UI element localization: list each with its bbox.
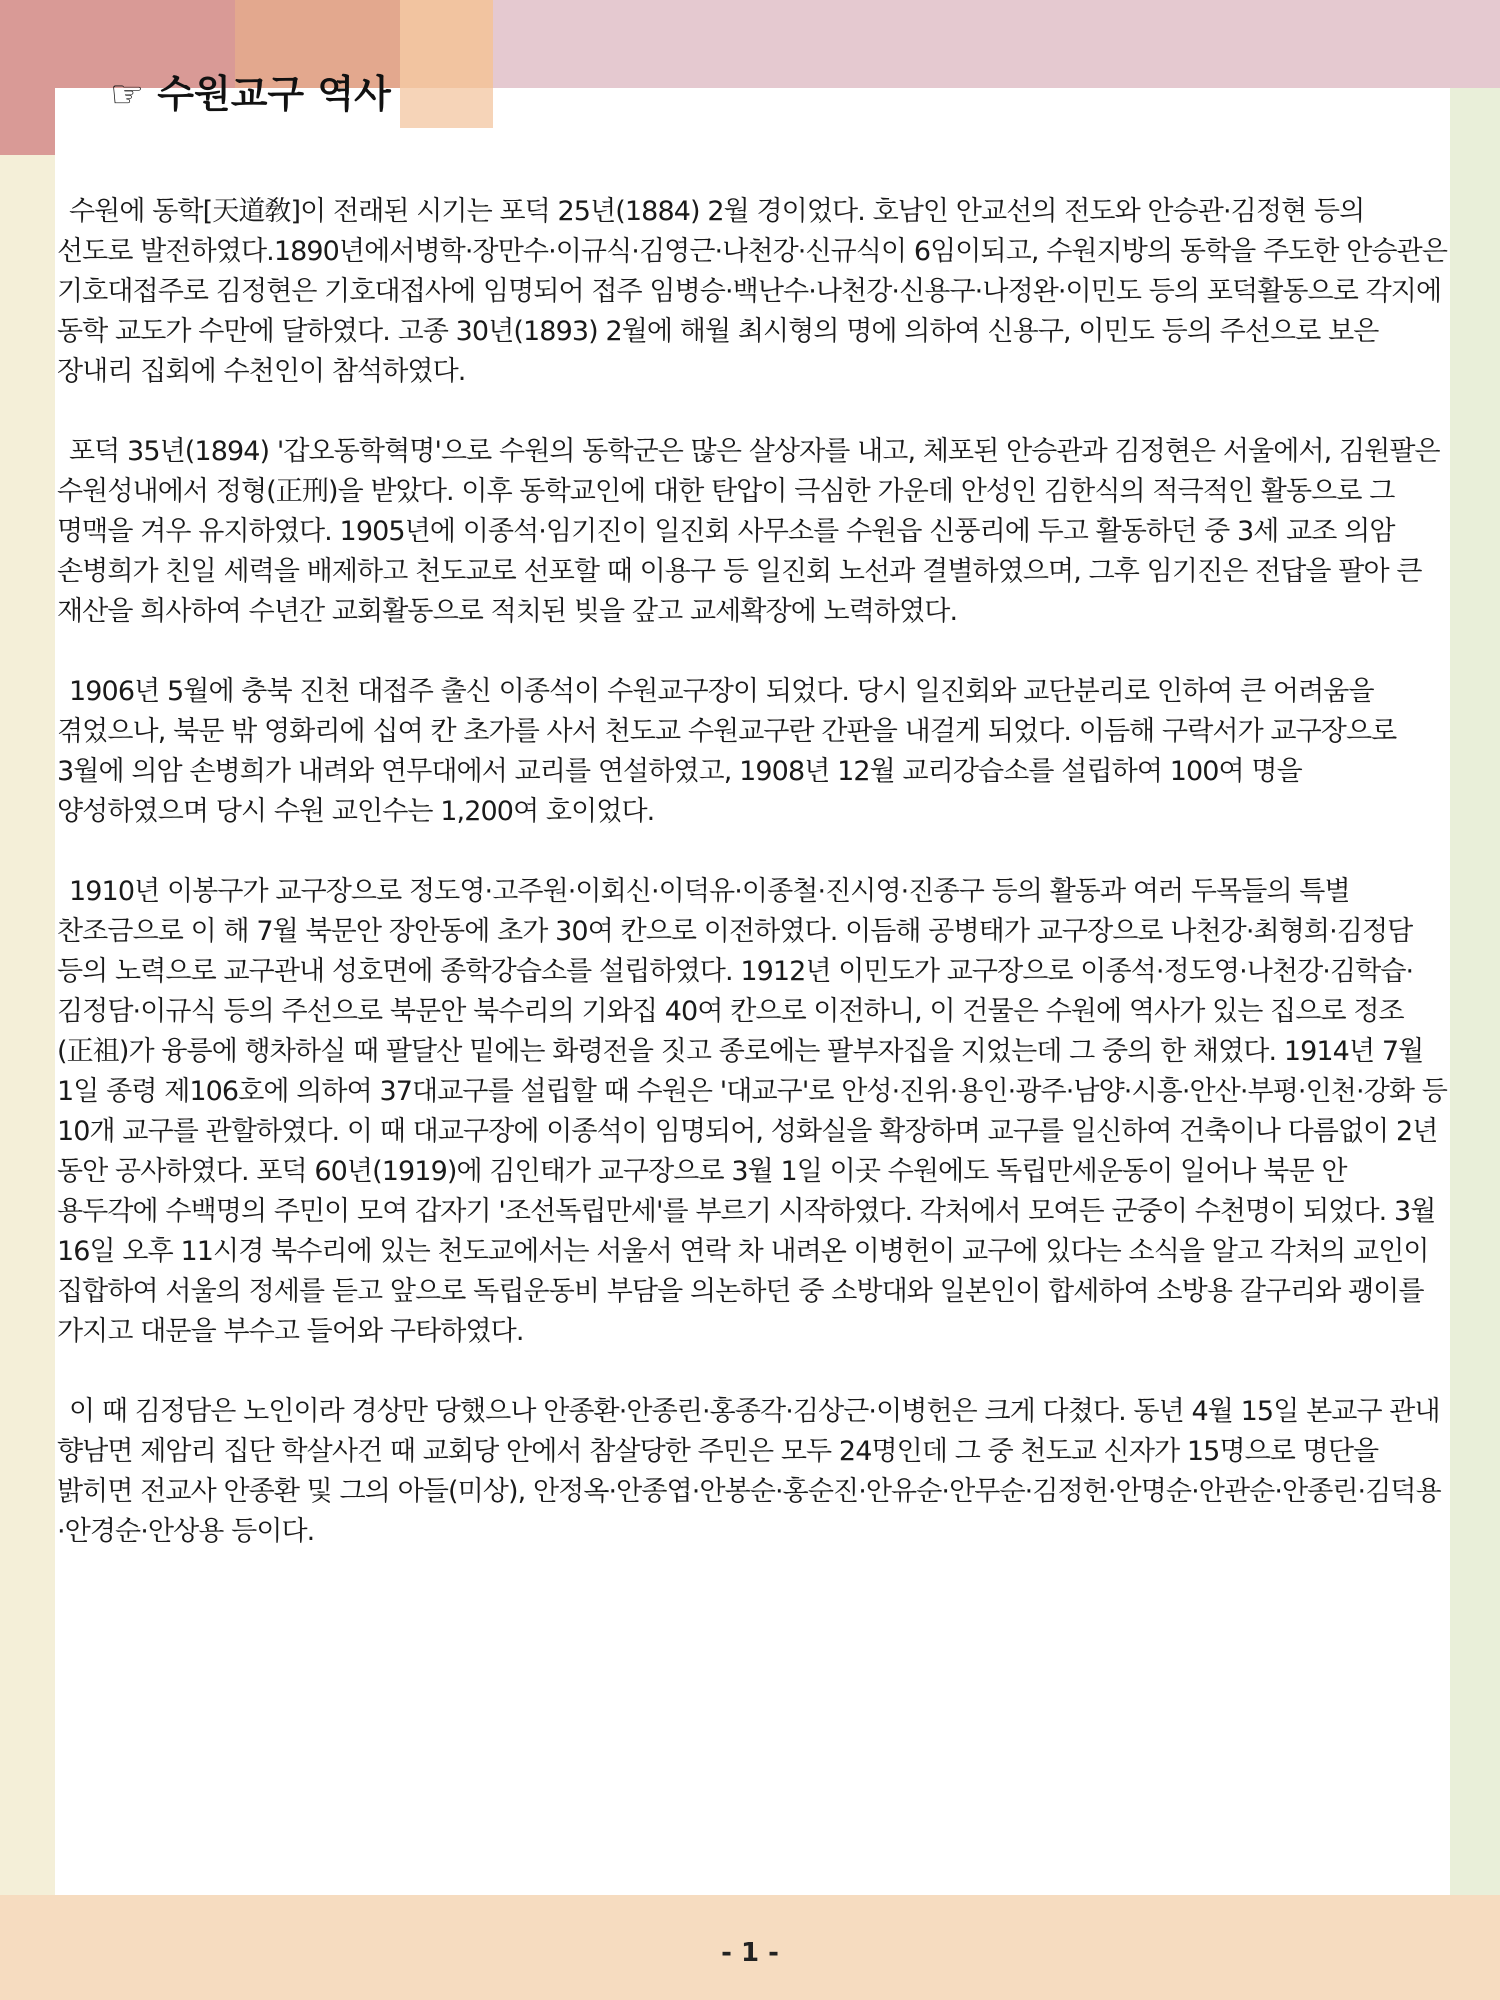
paragraph-1894-revolution: 포덕 35년(1894) '갑오동학혁명'으로 수원의 동학군은 많은 살상자를 내고, 체포된 안승관과 김정현은 서울에서, 김원팔은 수원성내에서 정형(正刑)을 받았다. 이후 동학교인에 대한 탄압이 극심한 가운데 안성인 김한식의 적극적인 활동으로 그 명맥을 겨우 유지하였다. 1905년에 이종석·임기진이 일진회 사무소를 수원읍 신풍리에 두고 활동하던 중 3세 교조 의암 손병희가 친일 세력을 배제하고 천도교로 선포할 때 이용구 등 일진회 노선과 결별하였으며, 그후 임기진은 전답을 팔아 큰 재산을 희사하여 수년간 교회활동으로 적치된 빚을 갚고 교세확장에 노력하였다.: [57, 436, 1440, 627]
page-number: - 1 -: [721, 1938, 779, 1968]
paragraph-donghak-introduction: 수원에 동학[天道敎]이 전래된 시기는 포덕 25년(1884) 2월 경이었다. 호남인 안교선의 전도와 안승관·김정현 등의 선도로 발전하였다.1890년에서병학·장만수·이규식·김영근·나천강·신규식이 6임이되고, 수원지방의 동학을 주도한 안승관은 기호대접주로 김정현은 기호대접사에 임명되어 접주 임병승·백난수·나천강·신용구·나정완·이민도 등의 포덕활동으로 각지에 동학 교도가 수만에 달하였다. 고종 30년(1893) 2월에 해월 최시형의 명에 의하여 신용구, 이민도 등의 주선으로 보은 장내리 집회에 수천인이 참석하였다.: [57, 196, 1447, 387]
paragraph-1910-1919-history: 1910년 이봉구가 교구장으로 정도영·고주원·이회신·이덕유·이종철·진시영·진종구 등의 활동과 여러 두목들의 특별 찬조금으로 이 해 7월 북문안 장안동에 초가 30여 칸으로 이전하였다. 이듬해 공병태가 교구장으로 나천강·최형희·김정담 등의 노력으로 교구관내 성호면에 종학강습소를 설립하였다. 1912년 이민도가 교구장으로 이종석·정도영·나천강·김학습·김정담·이규식 등의 주선으로 북문안 북수리의 기와집 40여 칸으로 이전하니, 이 건물은 수원에 역사가 있는 집으로 정조(正祖)가 융릉에 행차하실 때 팔달산 밑에는 화령전을 짓고 종로에는 팔부자집을 지었는데 그 중의 한 채였다. 1914년 7월 1일 종령 제106호에 의하여 37대교구를 설립할 때 수원은 '대교구'로 안성·진위·용인·광주·남양·시흥·안산·부평·인천·강화 등 10개 교구를 관할하였다. 이 때 대교구장에 이종석이 임명되어, 성화실을 확장하며 교구를 일신하여 건축이나 다름없이 2년 동안 공사하였다. 포덕 60년(1919)에 김인태가 교구장으로 3월 1일 이곳 수원에도 독립만세운동이 일어나 북문 안 용두각에 수백명의 주민이 모여 갑자기 '조선독립만세'를 부르기 시작하였다. 각처에서 모여든 군중이 수천명이 되었다. 3월 16일 오후 11시경 북수리에 있는 천도교에서는 서울서 연락 차 내려온 이병헌이 교구에 있다는 소식을 알고 각처의 교인이 집합하여 서울의 정세를 듣고 앞으로 독립운동비 부담을 의논하던 중 소방대와 일본인이 합세하여 소방용 갈구리와 괭이를 가지고 대문을 부수고 들어와 구타하였다.: [57, 876, 1447, 1347]
right-decorative-strip: [1450, 0, 1500, 2000]
paragraph-jeamri-massacre: 이 때 김정담은 노인이라 경상만 당했으나 안종환·안종린·홍종각·김상근·이병헌은 크게 다쳤다. 동년 4월 15일 본교구 관내 향남면 제암리 집단 학살사건 때 교회당 안에서 참살당한 주민은 모두 24명인데 그 중 천도교 신자가 15명으로 명단을 밝히면 전교사 안종환 및 그의 아들(미상), 안정옥·안종엽·안봉순·홍순진·안유순·안무순·김정헌·안명순·안관순·안종린·김덕용·안경순·안상용 등이다.: [57, 1396, 1441, 1547]
document-body: [57, 192, 1447, 1592]
page-title: ☞ 수원교구 역사: [110, 72, 391, 116]
paragraph-1906-parish-founding: 1906년 5월에 충북 진천 대접주 출신 이종석이 수원교구장이 되었다. 당시 일진회와 교단분리로 인하여 큰 어려움을 겪었으나, 북문 밖 영화리에 십여 칸 초가를 사서 천도교 수원교구란 간판을 내걸게 되었다. 이듬해 구락서가 교구장으로 3월에 의암 손병희가 내려와 연무대에서 교리를 연설하였고, 1908년 12월 교리강습소를 설립하여 100여 명을 양성하였으며 당시 수원 교인수는 1,200여 호이었다.: [57, 676, 1397, 827]
peach-decorative-notch: [400, 88, 493, 128]
left-decorative-strip: [0, 0, 55, 2000]
